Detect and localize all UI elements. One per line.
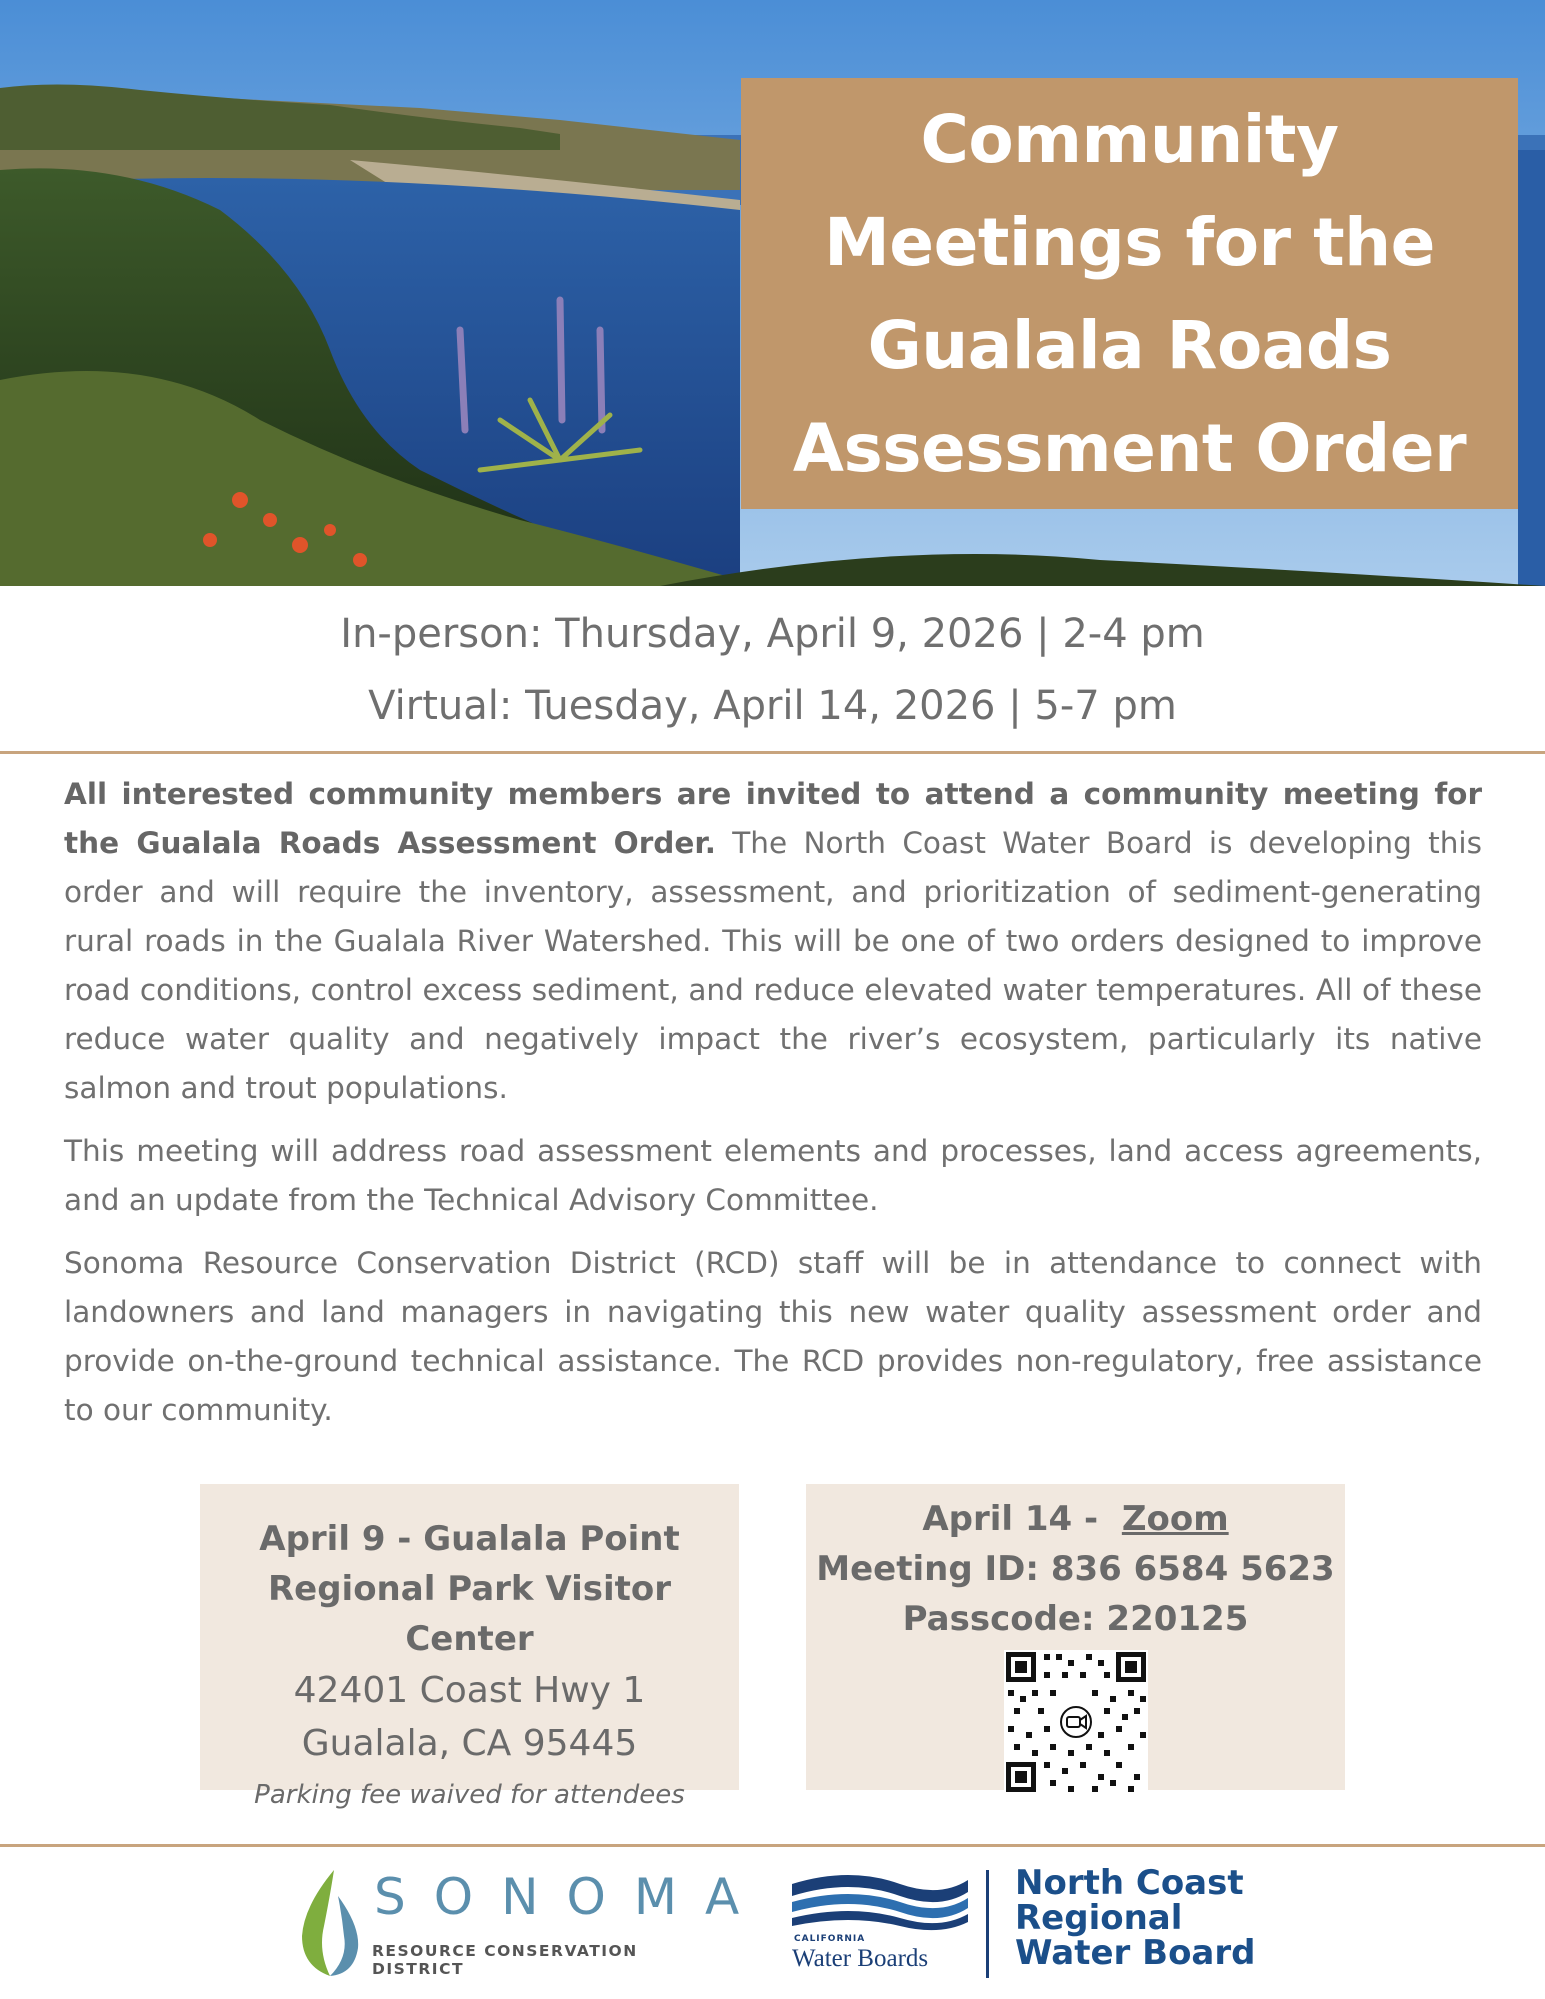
paragraph-rcd: Sonoma Resource Conservation District (RCD) staff will be in attendance to connect with landowners and land managers in navigating this new water quality assessment order and provide on-the-ground technical assistance. The RCD provides non-regulatory, free assistance to our community. — [64, 1246, 1482, 1427]
page-title — [793, 88, 1466, 500]
sonoma-rcd-logo — [294, 1866, 768, 1981]
ncrwb-line-1: North Coast — [1015, 1863, 1244, 1903]
title-line-3: Gualala Roads — [867, 306, 1392, 384]
title-box — [741, 78, 1518, 509]
water-boards-label: Water Boards — [792, 1945, 929, 1972]
virtual-date: Virtual: Tuesday, April 14, 2026 | 5-7 pm — [368, 683, 1177, 729]
title-line-1: Community — [920, 100, 1339, 178]
parking-note: Parking fee waived for attendees — [254, 1780, 685, 1810]
in-person-line-2: Regional Park Visitor Center — [267, 1569, 672, 1659]
meeting-id: Meeting ID: 836 6584 5623 — [816, 1549, 1335, 1589]
address-line-2: Gualala, CA 95445 — [301, 1723, 638, 1764]
water-boards-logo — [790, 1870, 990, 1980]
in-person-date: In-person: Thursday, April 9, 2026 | 2-4 pm — [340, 611, 1205, 657]
divider-top — [0, 751, 1545, 754]
intro-rest: The North Coast Water Board is developing this order and will require the inventory, assessment, and prioritization of sediment-generating rural roads in the Gualala River Watershed. This will be one of two orders designed to improve road conditions, control excess sediment, and reduce elevated water temperatures. All of these reduce water quality and negatively impact the river’s ecosystem, particularly its native salmon and trout populations. — [64, 826, 1482, 1105]
title-line-2: Meetings for the — [824, 203, 1435, 281]
leaf-drop-icon — [294, 1866, 366, 1981]
ncrwb-wordmark — [1015, 1863, 1256, 1973]
in-person-card — [200, 1484, 739, 1810]
paragraph-intro — [64, 770, 1482, 1113]
ncrwb-line-3: Water Board — [1015, 1933, 1256, 1973]
logo-divider — [986, 1870, 989, 1978]
virtual-line-1 — [806, 1494, 1345, 1544]
california-label: CALIFORNIA — [794, 1934, 866, 1944]
sonoma-wordmark: SONOMA — [374, 1868, 768, 1926]
qr-code-icon[interactable] — [1004, 1650, 1148, 1794]
divider-bottom — [0, 1844, 1545, 1847]
ncrwb-line-2: Regional — [1015, 1898, 1183, 1938]
address-line-1: 42401 Coast Hwy 1 — [293, 1670, 646, 1711]
virtual-card — [806, 1484, 1345, 1790]
passcode: Passcode: 220125 — [902, 1599, 1249, 1639]
sonoma-subtitle: RESOURCE CONSERVATION DISTRICT — [372, 1942, 638, 1978]
meeting-dates — [0, 598, 1545, 742]
paragraph-agenda: This meeting will address road assessment elements and processes, land access agreements, and an update from the Technical Advisory Committee. — [64, 1134, 1482, 1217]
wave-icon — [790, 1870, 970, 1932]
virtual-date-prefix: April 14 - — [922, 1499, 1122, 1539]
intro-bold: All interested community members are invited to attend a community meeting for the Gualala Roads Assessment Order. — [64, 777, 1482, 860]
hero-photo — [0, 0, 1545, 586]
title-line-4: Assessment Order — [792, 409, 1467, 487]
in-person-line-1: April 9 - Gualala Point — [259, 1519, 680, 1559]
body-text — [64, 770, 1482, 1449]
zoom-link[interactable]: Zoom — [1121, 1499, 1229, 1539]
